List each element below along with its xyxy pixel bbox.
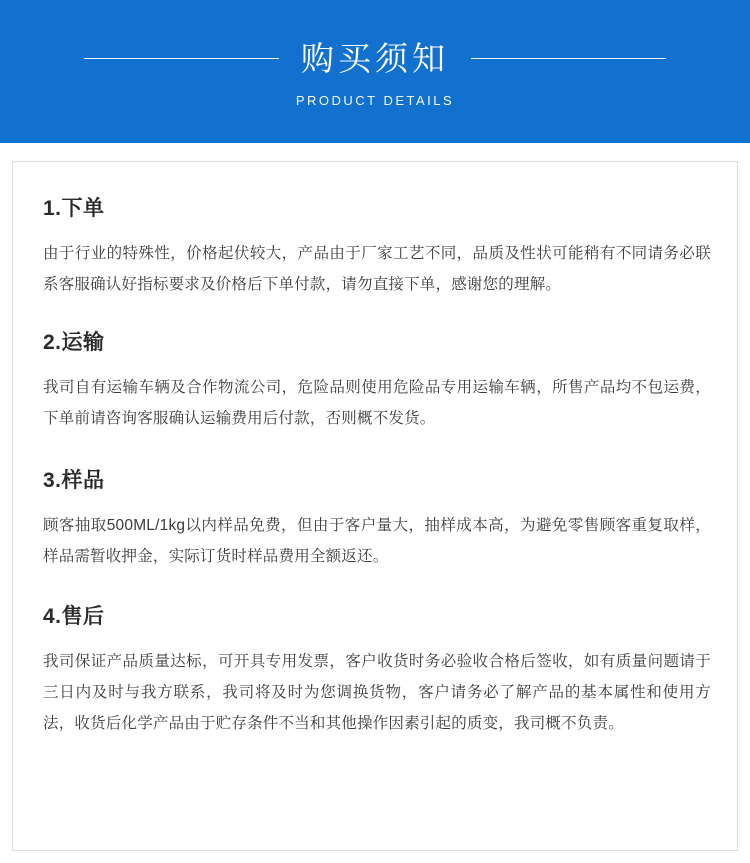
notice-section-order <box>35 192 715 300</box>
notice-section-shipping <box>35 326 715 434</box>
page-banner <box>0 0 750 143</box>
section-body-shipping: 我司自有运输车辆及合作物流公司，危险品则使用危险品专用运输车辆，所售产品均不包运费，下单前请咨询客服确认运输费用后付款，否则概不发货。 <box>43 379 711 427</box>
section-title-sample: 3.样品 <box>43 469 105 492</box>
notice-card <box>12 161 738 851</box>
banner-rule-left <box>84 58 279 59</box>
page-subtitle: PRODUCT DETAILS <box>295 92 455 108</box>
page-title: 购买须知 <box>301 39 449 77</box>
section-body-sample: 顾客抽取500ML/1kg以内样品免费，但由于客户量大，抽样成本高，为避免零售顾客重复取样，样品需暂收押金，实际订货时样品费用全额返还。 <box>43 517 711 565</box>
banner-rule-right <box>471 58 666 59</box>
section-title-shipping: 2.运输 <box>43 331 105 354</box>
section-title-aftersales: 4.售后 <box>43 605 105 628</box>
notice-section-sample <box>35 464 715 572</box>
banner-title-row <box>0 39 750 77</box>
notice-section-aftersales <box>35 600 715 739</box>
section-body-aftersales: 我司保证产品质量达标，可开具专用发票，客户收货时务必验收合格后签收，如有质量问题请于三日内及时与我方联系，我司将及时为您调换货物，客户请务必了解产品的基本属性和使用方法，收货后化学产品由于贮存条件不当和其他操作因素引起的质变，我司概不负责。 <box>43 653 711 732</box>
section-body-order: 由于行业的特殊性，价格起伏较大，产品由于厂家工艺不同，品质及性状可能稍有不同请务必联系客服确认好指标要求及价格后下单付款，请勿直接下单，感谢您的理解。 <box>43 245 711 293</box>
section-title-order: 1.下单 <box>43 197 105 220</box>
